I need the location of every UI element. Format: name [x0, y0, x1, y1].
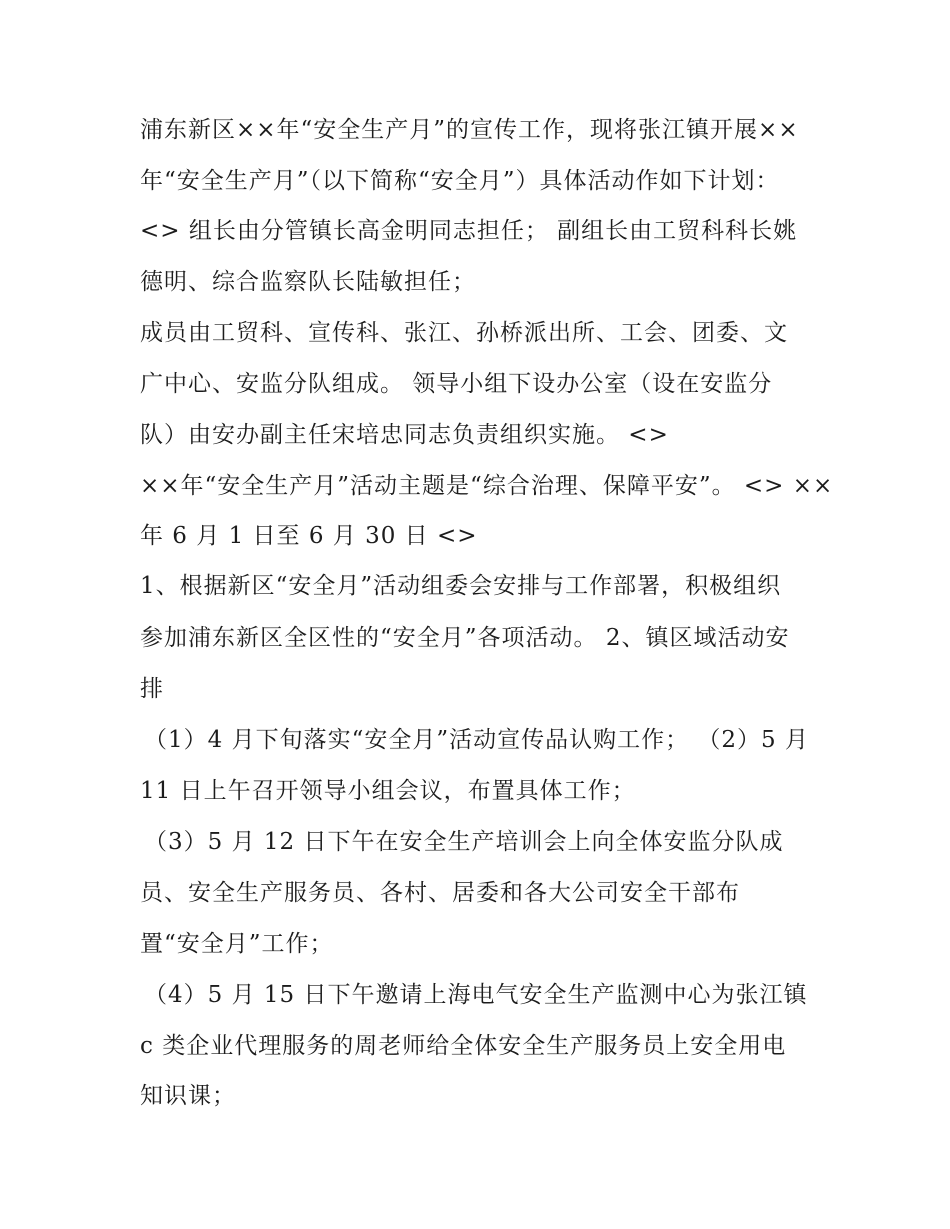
paragraph-line-15: （3）5 月 12 日下午在安全生产培训会上向全体安监分队成 — [144, 829, 784, 855]
paragraph-line-1: 浦东新区××年“安全生产月”的宣传工作，现将张江镇开展×× — [140, 117, 799, 143]
paragraph-line-11: 参加浦东新区全区性的“安全月”各项活动。 2、镇区域活动安 — [140, 625, 790, 651]
paragraph-line-10: 1、根据新区“安全月”活动组委会安排与工作部署，积极组织 — [140, 573, 782, 599]
paragraph-line-4: 德明、综合监察队长陆敏担任； — [140, 269, 476, 295]
paragraph-line-19: c 类企业代理服务的周老师给全体安全生产服务员上安全用电 — [140, 1033, 787, 1059]
paragraph-line-12: 排 — [140, 676, 164, 702]
paragraph-line-7: 队）由安办副主任宋培忠同志负责组织实施。 <> — [140, 422, 669, 448]
paragraph-line-3: <> 组长由分管镇长高金明同志担任； 副组长由工贸科科长姚 — [140, 218, 798, 244]
paragraph-line-5: 成员由工贸科、宣传科、张江、孙桥派出所、工会、团委、文 — [140, 320, 788, 346]
paragraph-line-20: 知识课； — [140, 1083, 236, 1109]
paragraph-line-13: （1）4 月下旬落实“安全月”活动宣传品认购工作； （2）5 月 — [144, 727, 809, 753]
paragraph-line-18: （4）5 月 15 日下午邀请上海电气安全生产监测中心为张江镇 — [144, 982, 808, 1008]
paragraph-line-16: 员、安全生产服务员、各村、居委和各大公司安全干部布 — [140, 880, 740, 906]
paragraph-line-2: 年“安全生产月”（以下简称“安全月”）具体活动作如下计划： — [140, 168, 780, 194]
paragraph-line-17: 置“安全月”工作； — [140, 931, 334, 957]
paragraph-line-14: 11 日上午召开领导小组会议，布置具体工作； — [140, 778, 636, 804]
paragraph-line-9: 年 6 月 1 日至 6 月 30 日 <> — [140, 523, 478, 549]
paragraph-line-6: 广中心、安监分队组成。 领导小组下设办公室（设在安监分 — [140, 371, 773, 397]
paragraph-line-8: ××年“安全生产月”活动主题是“综合治理、保障平安”。 <> ×× — [140, 473, 834, 499]
